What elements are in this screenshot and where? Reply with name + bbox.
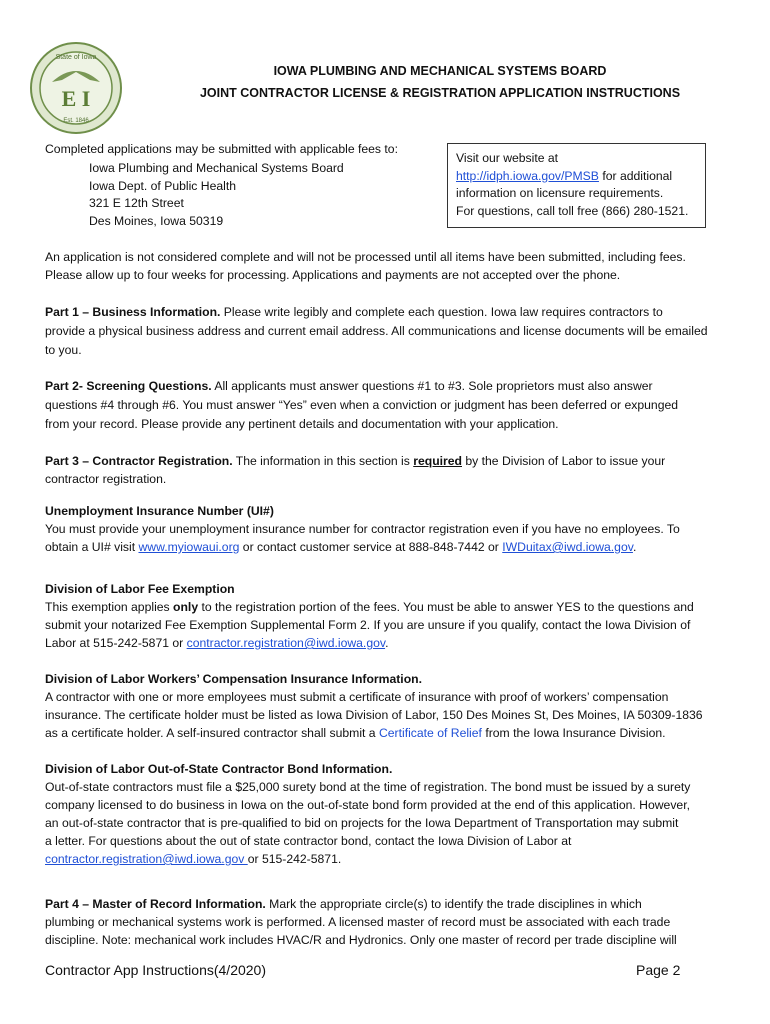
part1-text: to you. <box>45 343 82 357</box>
part4-text: Mark the appropriate circle(s) to identify the trade disciplines in which <box>265 897 642 911</box>
bond-section <box>45 760 730 868</box>
website-info-box <box>447 143 706 228</box>
footer-doc-name: Contractor App Instructions(4/2020) <box>45 962 267 978</box>
part1-text: provide a physical business address and current email address. All communications and license documents will be emailed <box>45 324 708 338</box>
ui-title: Unemployment Insurance Number (UI#) <box>45 504 274 518</box>
phone-line: For questions, call toll free (866) 280-1521. <box>456 203 689 218</box>
fee-title: Division of Labor Fee Exemption <box>45 582 235 596</box>
fee-exemption-section <box>45 580 730 652</box>
part1-section <box>45 303 730 360</box>
part1-text: Please write legibly and complete each question. Iowa law requires contractors to <box>220 305 663 319</box>
submit-intro: Completed applications may be submitted with applicable fees to: <box>45 142 398 156</box>
notice-line: Please allow up to four weeks for processing. Applications and payments are not accepted over the phone. <box>45 268 621 282</box>
ui-text: . <box>632 540 637 554</box>
part3-section <box>45 452 730 488</box>
bond-text: an out-of-state contractor that is pre-qualified to bid on projects for the Iowa Department of Transportation may submit <box>45 816 679 830</box>
registration-email-link[interactable]: contractor.registration@iwd.iowa.gov <box>186 636 386 650</box>
myiowaui-link[interactable]: www.myiowaui.org <box>138 540 240 554</box>
website-line: information on licensure requirements. <box>456 186 664 200</box>
certificate-of-relief-link[interactable]: Certificate of Relief <box>378 726 482 740</box>
ui-section <box>45 502 730 556</box>
part4-text: plumbing or mechanical systems work is performed. A licensed master of record must be associated with each trade <box>45 915 671 929</box>
fee-text: submit your notarized Fee Exemption Supplemental Form 2. If you are unsure if you qualify, contact the Iowa Division of <box>45 618 691 632</box>
part4-section <box>45 895 730 949</box>
mailing-address <box>89 160 344 230</box>
seal-letters: E I <box>61 86 91 111</box>
bond-text: company licensed to do business in Iowa on the out-of-state bond form provided at the end of this application. However, <box>45 798 690 812</box>
required-emphasis: required <box>413 454 462 468</box>
comp-text: as a certificate holder. A self-insured contractor shall submit a <box>45 726 379 740</box>
part4-text: discipline. Note: mechanical work includes HVAC/R and Hydronics. Only one master of record per trade discipline will <box>45 933 677 947</box>
ui-text: obtain a UI# visit <box>45 540 139 554</box>
website-line: for additional <box>598 168 673 183</box>
iowa-board-seal <box>30 42 122 134</box>
part4-title: Part 4 – Master of Record Information. <box>45 897 266 911</box>
comp-text: A contractor with one or more employees must submit a certificate of insurance with proof of workers’ compensation <box>45 690 669 704</box>
ui-text: or contact customer service at 888-848-7442 or <box>239 540 503 554</box>
header-title: IOWA PLUMBING AND MECHANICAL SYSTEMS BOARD <box>273 64 607 78</box>
pmsb-link[interactable]: http://idph.iowa.gov/PMSB <box>456 168 599 183</box>
part2-title: Part 2- Screening Questions. <box>45 379 212 393</box>
fee-text: This exemption applies <box>45 600 174 614</box>
part2-section <box>45 377 730 434</box>
website-line: Visit our website at <box>456 151 559 165</box>
notice-line: An application is not considered complete and will not be processed until all items have been submitted, including fees. <box>45 250 686 264</box>
bond-text: Out-of-state contractors must file a $25,000 surety bond at the time of registration. The bond must be issued by a surety <box>45 780 691 794</box>
part3-title: Part 3 – Contractor Registration. <box>45 454 233 468</box>
fee-text: to the registration portion of the fees. You must be able to answer YES to the questions and <box>198 600 694 614</box>
part2-text: from your record. Please provide any pertinent details and documentation with your application. <box>45 417 559 431</box>
part2-text: All applicants must answer questions #1 to #3. Sole proprietors must also answer <box>211 379 653 393</box>
part2-text: questions #4 through #6. You must answer “Yes” even when a conviction or judgment has been deferred or expunged <box>45 398 679 412</box>
part1-title: Part 1 – Business Information. <box>45 305 221 319</box>
bond-title: Division of Labor Out-of-State Contractor Bond Information. <box>45 762 393 776</box>
address-line: Iowa Dept. of Public Health <box>89 178 237 193</box>
fee-text: . <box>385 636 389 650</box>
part3-text: contractor registration. <box>45 472 167 486</box>
comp-title: Division of Labor Workers’ Compensation Insurance Information. <box>45 672 422 686</box>
address-line: Iowa Plumbing and Mechanical Systems Board <box>89 161 344 175</box>
page-number: Page 2 <box>636 962 681 978</box>
bond-text: a letter. For questions about the out of state contractor bond, contact the Iowa Division of Labor at <box>45 834 572 848</box>
comp-text: from the Iowa Insurance Division. <box>481 726 666 740</box>
ui-text: You must provide your unemployment insurance number for contractor registration even if you have no employees. To <box>45 522 680 536</box>
workers-comp-section <box>45 670 730 742</box>
fee-text: Labor at 515-242-5871 or <box>45 636 187 650</box>
part3-text: The information in this section is <box>232 454 414 468</box>
bond-text: or 515-242-5871. <box>247 852 342 866</box>
only-emphasis: only <box>173 600 199 614</box>
processing-notice <box>45 248 730 284</box>
address-line: 321 E 12th Street <box>89 196 184 210</box>
header-subtitle: JOINT CONTRACTOR LICENSE & REGISTRATION APPLICATION INSTRUCTIONS <box>199 86 681 100</box>
part3-text: by the Division of Labor to issue your <box>462 454 666 468</box>
page-header <box>140 60 740 104</box>
iwduitax-email-link[interactable]: IWDuitax@iwd.iowa.gov <box>502 540 633 554</box>
seal-year: Est. 1846 <box>63 118 89 124</box>
comp-text: insurance. The certificate holder must be listed as Iowa Division of Labor, 150 Des Moines St, Des Moines, IA 50309-1836 <box>45 708 703 722</box>
bond-email-link[interactable]: contractor.registration@iwd.iowa.gov <box>45 852 248 866</box>
seal-top-text: State of Iowa <box>55 54 97 61</box>
address-line: Des Moines, Iowa 50319 <box>89 213 224 228</box>
